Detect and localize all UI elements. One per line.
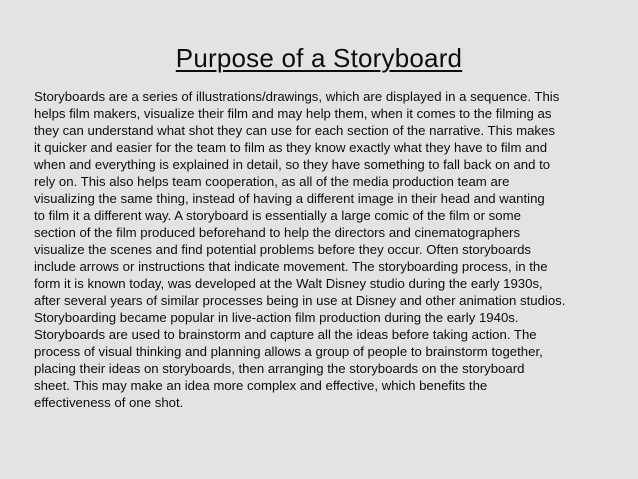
slide-title: Purpose of a Storyboard [175, 43, 463, 73]
body-line: process of visual thinking and planning allows a group of people to brainstorm together, [34, 344, 543, 359]
body-line: visualizing the same thing, instead of having a different image in their head and wanting [34, 191, 545, 206]
body-line: they can understand what shot they can use for each section of the narrative. This makes [34, 123, 555, 138]
body-line: form it is known today, was developed at the Walt Disney studio during the early 1930s, [34, 276, 543, 291]
body-line: section of the film produced beforehand to help the directors and cinematographers [34, 225, 521, 240]
body-line: rely on. This also helps team cooperation, as all of the media production team are [34, 174, 510, 189]
body-line: visualize the scenes and find potential problems before they occur. Often storyboards [34, 242, 532, 257]
body-line: it quicker and easier for the team to film as they know exactly what they have to film and [34, 140, 548, 155]
body-line: helps film makers, visualize their film and may help them, when it comes to the filming as [34, 106, 552, 121]
body-line: sheet. This may make an idea more complex and effective, which benefits the [34, 378, 488, 393]
body-line: Storyboards are a series of illustrations/drawings, which are displayed in a sequence. This [34, 89, 560, 104]
body-line: when and everything is explained in detail, so they have something to fall back on and to [34, 157, 551, 172]
body-line: effectiveness of one shot. [34, 395, 184, 410]
body-line: Storyboards are used to brainstorm and capture all the ideas before taking action. The [34, 327, 537, 342]
body-line: after several years of similar processes being in use at Disney and other animation studios. [34, 293, 566, 308]
body-line: Storyboarding became popular in live-action film production during the early 1940s. [34, 310, 519, 325]
slide-body [34, 88, 624, 411]
body-line: include arrows or instructions that indicate movement. The storyboarding process, in the [34, 259, 548, 274]
body-line: placing their ideas on storyboards, then arranging the storyboards on the storyboard [34, 361, 525, 376]
body-line: to film it a different way. A storyboard is essentially a large comic of the film or some [34, 208, 521, 223]
